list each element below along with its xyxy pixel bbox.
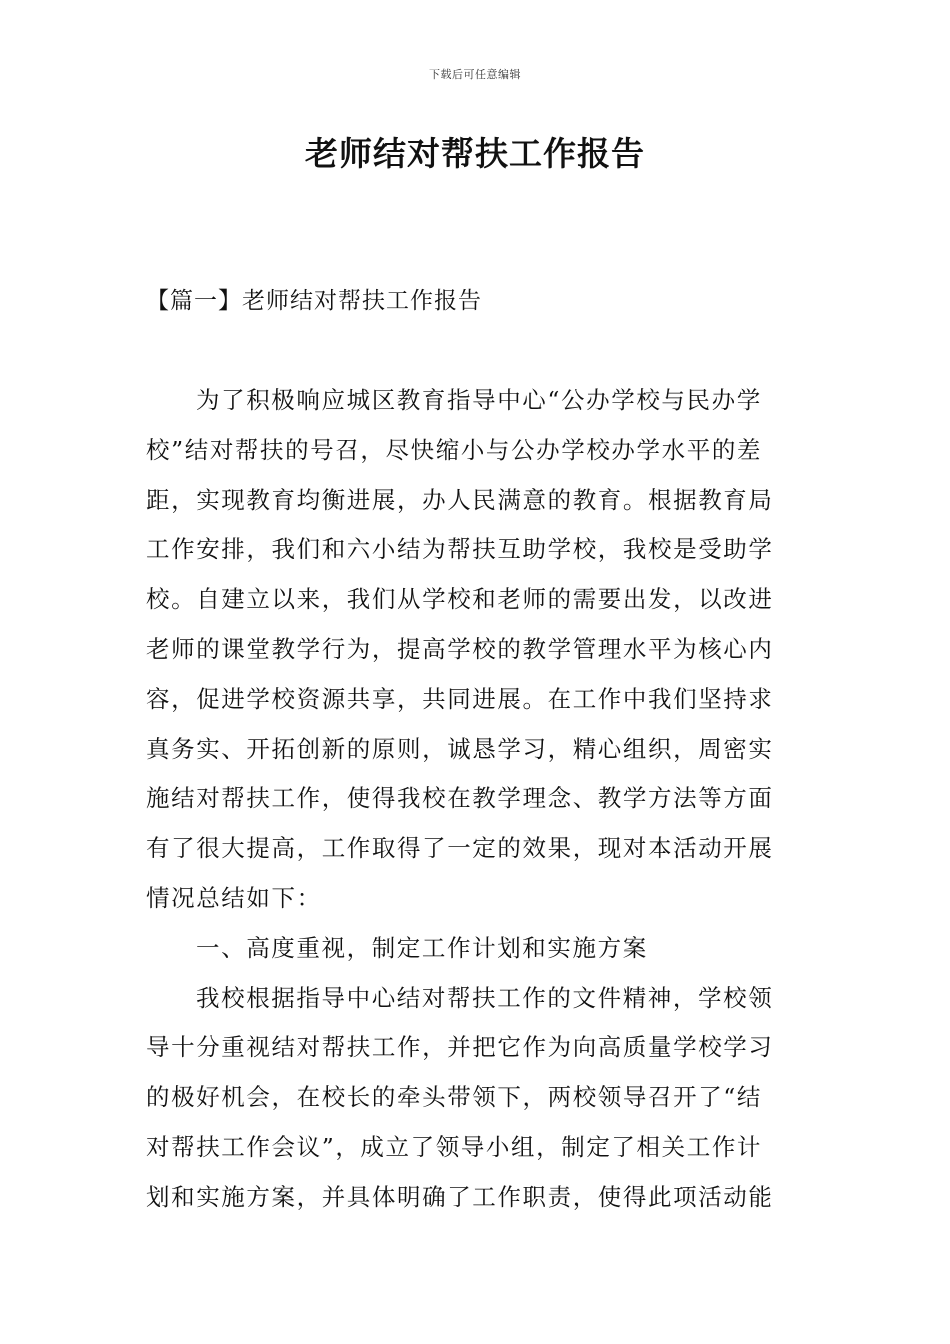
body-line: 施结对帮扶工作，使得我校在教学理念、教学方法等方面 bbox=[146, 784, 774, 813]
body-line: 距，实现教育均衡进展，办人民满意的教育。根据教育局 bbox=[146, 485, 774, 514]
body-line: 的极好机会，在校长的牵头带领下，两校领导召开了“结 bbox=[146, 1083, 763, 1112]
body-line: 容，促进学校资源共享，共同进展。在工作中我们坚持求 bbox=[146, 684, 774, 713]
body-line: 老师的课堂教学行为，提高学校的教学管理水平为核心内 bbox=[146, 634, 774, 663]
body-line: 为了积极响应城区教育指导中心“公办学校与民办学 bbox=[196, 386, 762, 414]
body-line: 对帮扶工作会议”，成立了领导小组，制定了相关工作计 bbox=[146, 1132, 763, 1161]
body-line: 有了很大提高，工作取得了一定的效果，现对本活动开展 bbox=[146, 834, 774, 863]
body-text bbox=[146, 376, 806, 1223]
body-line: 校。自建立以来，我们从学校和老师的需要出发，以改进 bbox=[146, 585, 774, 614]
body-line: 导十分重视结对帮扶工作，并把它作为向高质量学校学习 bbox=[146, 1033, 774, 1062]
header-note: 下载后可任意编辑 bbox=[429, 68, 521, 81]
document-title: 老师结对帮扶工作报告 bbox=[305, 134, 645, 173]
body-line: 真务实、开拓创新的原则，诚恳学习，精心组织，周密实 bbox=[146, 734, 774, 763]
body-line: 一、高度重视，制定工作计划和实施方案 bbox=[196, 933, 648, 962]
body-line: 工作安排，我们和六小结为帮扶互助学校，我校是受助学 bbox=[146, 535, 774, 564]
section-heading: 【篇一】老师结对帮扶工作报告 bbox=[146, 288, 482, 314]
body-line: 校”结对帮扶的号召，尽快缩小与公办学校办学水平的差 bbox=[146, 435, 763, 464]
body-line: 情况总结如下： bbox=[146, 883, 322, 912]
body-line: 我校根据指导中心结对帮扶工作的文件精神，学校领 bbox=[196, 983, 774, 1012]
body-line: 划和实施方案，并具体明确了工作职责，使得此项活动能 bbox=[146, 1182, 774, 1211]
